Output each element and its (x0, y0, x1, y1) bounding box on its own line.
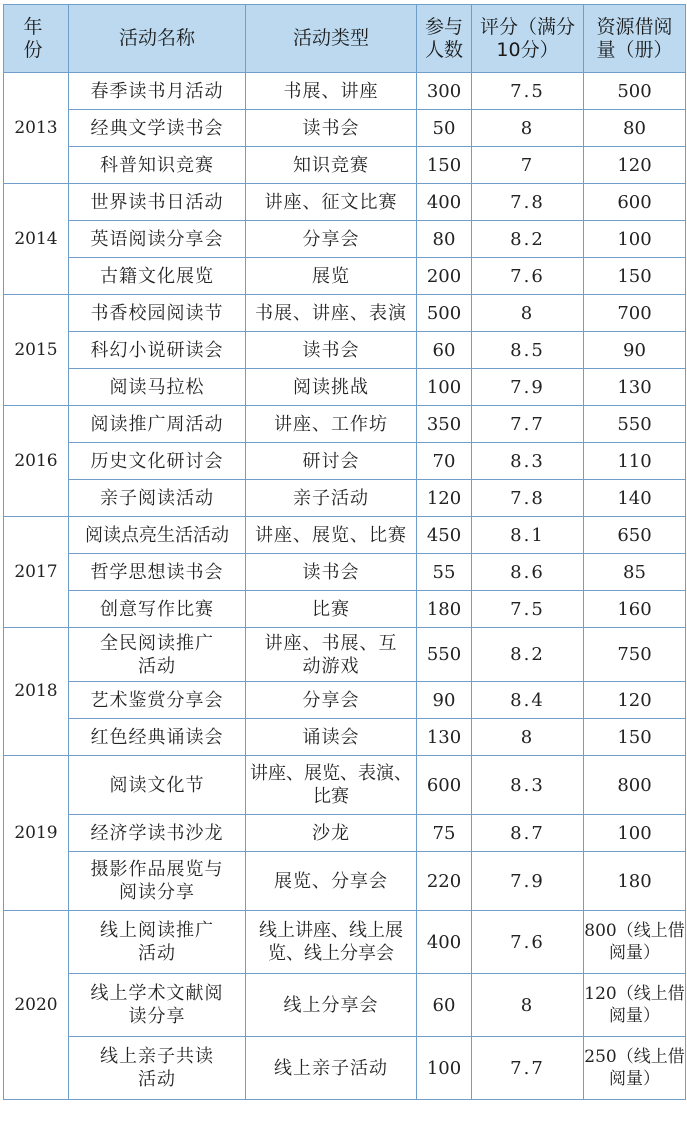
borrow-cell: 160 (584, 591, 686, 628)
activity-name-cell: 书香校园阅读节 (69, 295, 246, 332)
table-row (4, 295, 686, 332)
activity-type-cell: 书展、讲座、表演 (246, 295, 417, 332)
year-cell: 2017 (4, 517, 69, 628)
participants-cell: 400 (417, 911, 472, 974)
borrow-cell: 500 (584, 73, 686, 110)
borrow-cell: 110 (584, 443, 686, 480)
activity-type-cell: 读书会 (246, 554, 417, 591)
participants-cell: 550 (417, 628, 472, 682)
participants-cell: 60 (417, 974, 472, 1037)
activity-type-cell: 线上亲子活动 (246, 1037, 417, 1100)
activity-name-cell: 经济学读书沙龙 (69, 815, 246, 852)
activity-type-cell: 展览、分享会 (246, 852, 417, 911)
score-cell: 7.7 (472, 406, 584, 443)
borrow-cell: 750 (584, 628, 686, 682)
activity-name-cell: 全民阅读推广活动 (69, 628, 246, 682)
borrow-cell: 150 (584, 258, 686, 295)
table-row (4, 110, 686, 147)
year-cell: 2015 (4, 295, 69, 406)
table-row (4, 628, 686, 682)
score-cell: 8.3 (472, 756, 584, 815)
table-row (4, 332, 686, 369)
score-cell: 8 (472, 974, 584, 1037)
activity-name-cell: 阅读马拉松 (69, 369, 246, 406)
borrow-cell: 150 (584, 719, 686, 756)
table-row (4, 815, 686, 852)
participants-cell: 100 (417, 1037, 472, 1100)
borrow-cell: 120（线上借阅量） (584, 974, 686, 1037)
activity-type-cell: 读书会 (246, 110, 417, 147)
score-cell: 8 (472, 110, 584, 147)
participants-cell: 55 (417, 554, 472, 591)
data-table-container (3, 4, 686, 1100)
borrow-cell: 130 (584, 369, 686, 406)
table-row (4, 406, 686, 443)
borrow-cell: 800（线上借阅量） (584, 911, 686, 974)
activity-type-cell: 线上分享会 (246, 974, 417, 1037)
activity-type-cell: 讲座、工作坊 (246, 406, 417, 443)
activity-type-cell: 讲座、展览、表演、比赛 (246, 756, 417, 815)
participants-cell: 100 (417, 369, 472, 406)
table-row (4, 554, 686, 591)
borrow-cell: 120 (584, 147, 686, 184)
activity-type-cell: 比赛 (246, 591, 417, 628)
year-cell: 2020 (4, 911, 69, 1100)
participants-cell: 400 (417, 184, 472, 221)
header-activity-name: 活动名称 (69, 5, 246, 73)
score-cell: 7 (472, 147, 584, 184)
header-borrow (584, 5, 686, 73)
year-cell: 2019 (4, 756, 69, 911)
participants-cell: 180 (417, 591, 472, 628)
header-score (472, 5, 584, 73)
table-row (4, 852, 686, 911)
header-score-line2: 10分） (496, 38, 559, 61)
table-row (4, 369, 686, 406)
participants-cell: 80 (417, 221, 472, 258)
score-cell: 7.6 (472, 258, 584, 295)
participants-cell: 300 (417, 73, 472, 110)
activity-type-cell: 知识竞赛 (246, 147, 417, 184)
borrow-cell: 120 (584, 682, 686, 719)
activity-name-cell: 世界读书日活动 (69, 184, 246, 221)
activity-name-cell: 科幻小说研读会 (69, 332, 246, 369)
borrow-cell: 700 (584, 295, 686, 332)
activity-name-cell: 创意写作比赛 (69, 591, 246, 628)
borrow-cell: 80 (584, 110, 686, 147)
participants-cell: 120 (417, 480, 472, 517)
activity-name-cell: 线上学术文献阅读分享 (69, 974, 246, 1037)
participants-cell: 150 (417, 147, 472, 184)
activity-type-cell: 书展、讲座 (246, 73, 417, 110)
borrow-cell: 140 (584, 480, 686, 517)
activity-type-cell: 诵读会 (246, 719, 417, 756)
header-score-line1: 评分（满分 (479, 15, 575, 38)
table-row (4, 1037, 686, 1100)
participants-cell: 200 (417, 258, 472, 295)
table-row (4, 682, 686, 719)
activity-name-cell: 阅读文化节 (69, 756, 246, 815)
score-cell: 8.4 (472, 682, 584, 719)
header-borrow-line2: 量（册） (596, 38, 673, 61)
activity-name-cell: 摄影作品展览与阅读分享 (69, 852, 246, 911)
borrow-cell: 800 (584, 756, 686, 815)
activity-name-cell: 经典文学读书会 (69, 110, 246, 147)
header-borrow-line1: 资源借阅 (596, 15, 673, 38)
borrow-cell: 180 (584, 852, 686, 911)
header-participants (417, 5, 472, 73)
table-row (4, 443, 686, 480)
activity-type-cell: 线上讲座、线上展览、线上分享会 (246, 911, 417, 974)
participants-cell: 90 (417, 682, 472, 719)
score-cell: 8.7 (472, 815, 584, 852)
participants-cell: 450 (417, 517, 472, 554)
activity-name-cell: 科普知识竞赛 (69, 147, 246, 184)
table-row (4, 73, 686, 110)
borrow-cell: 600 (584, 184, 686, 221)
activity-name-cell: 阅读推广周活动 (69, 406, 246, 443)
activity-name-cell: 古籍文化展览 (69, 258, 246, 295)
activity-type-cell: 阅读挑战 (246, 369, 417, 406)
activity-name-cell: 线上亲子共读活动 (69, 1037, 246, 1100)
table-row (4, 719, 686, 756)
participants-cell: 130 (417, 719, 472, 756)
participants-cell: 500 (417, 295, 472, 332)
activity-type-cell: 亲子活动 (246, 480, 417, 517)
score-cell: 7.9 (472, 369, 584, 406)
table-row (4, 756, 686, 815)
activity-name-cell: 春季读书月活动 (69, 73, 246, 110)
participants-cell: 60 (417, 332, 472, 369)
header-participants-line1: 参与 (424, 15, 463, 38)
table-row (4, 258, 686, 295)
score-cell: 7.7 (472, 1037, 584, 1100)
activity-type-cell: 分享会 (246, 682, 417, 719)
participants-cell: 70 (417, 443, 472, 480)
activity-type-cell: 研讨会 (246, 443, 417, 480)
participants-cell: 600 (417, 756, 472, 815)
participants-cell: 50 (417, 110, 472, 147)
activity-type-cell: 分享会 (246, 221, 417, 258)
score-cell: 8.5 (472, 332, 584, 369)
participants-cell: 350 (417, 406, 472, 443)
activity-type-cell: 讲座、展览、比赛 (246, 517, 417, 554)
table-row (4, 480, 686, 517)
score-cell: 8.6 (472, 554, 584, 591)
activity-type-cell: 讲座、征文比赛 (246, 184, 417, 221)
table-row (4, 221, 686, 258)
activity-name-cell: 英语阅读分享会 (69, 221, 246, 258)
table-row (4, 184, 686, 221)
borrow-cell: 550 (584, 406, 686, 443)
activity-type-cell: 读书会 (246, 332, 417, 369)
year-cell: 2014 (4, 184, 69, 295)
header-activity-type: 活动类型 (246, 5, 417, 73)
score-cell: 8.2 (472, 628, 584, 682)
activities-table (3, 4, 686, 1100)
score-cell: 8 (472, 295, 584, 332)
header-year: 年 份 (4, 5, 69, 73)
score-cell: 8.2 (472, 221, 584, 258)
borrow-cell: 85 (584, 554, 686, 591)
year-cell: 2013 (4, 73, 69, 184)
borrow-cell: 100 (584, 815, 686, 852)
year-cell: 2018 (4, 628, 69, 756)
borrow-cell: 100 (584, 221, 686, 258)
score-cell: 8 (472, 719, 584, 756)
header-row (4, 5, 686, 73)
activity-name-cell: 艺术鉴赏分享会 (69, 682, 246, 719)
score-cell: 7.5 (472, 73, 584, 110)
borrow-cell: 250（线上借阅量） (584, 1037, 686, 1100)
participants-cell: 75 (417, 815, 472, 852)
score-cell: 7.8 (472, 480, 584, 517)
score-cell: 7.8 (472, 184, 584, 221)
score-cell: 7.9 (472, 852, 584, 911)
activity-type-cell: 展览 (246, 258, 417, 295)
activity-name-cell: 亲子阅读活动 (69, 480, 246, 517)
borrow-cell: 90 (584, 332, 686, 369)
header-participants-line2: 人数 (424, 38, 463, 61)
table-row (4, 517, 686, 554)
score-cell: 7.5 (472, 591, 584, 628)
activity-name-cell: 阅读点亮生活活动 (69, 517, 246, 554)
table-row (4, 974, 686, 1037)
table-row (4, 911, 686, 974)
score-cell: 7.6 (472, 911, 584, 974)
score-cell: 8.1 (472, 517, 584, 554)
year-cell: 2016 (4, 406, 69, 517)
table-row (4, 591, 686, 628)
activity-name-cell: 红色经典诵读会 (69, 719, 246, 756)
activity-type-cell: 沙龙 (246, 815, 417, 852)
borrow-cell: 650 (584, 517, 686, 554)
table-row (4, 147, 686, 184)
score-cell: 8.3 (472, 443, 584, 480)
participants-cell: 220 (417, 852, 472, 911)
activity-type-cell: 讲座、书展、互动游戏 (246, 628, 417, 682)
activity-name-cell: 历史文化研讨会 (69, 443, 246, 480)
activity-name-cell: 哲学思想读书会 (69, 554, 246, 591)
activity-name-cell: 线上阅读推广活动 (69, 911, 246, 974)
